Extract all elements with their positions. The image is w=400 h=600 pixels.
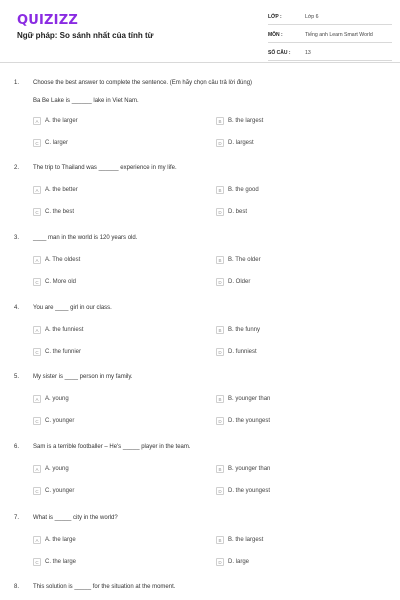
option-text: C. the large: [45, 559, 77, 565]
meta-value: Tiếng anh Learn Smart World: [305, 32, 373, 38]
option-letter-box: D: [216, 558, 224, 566]
meta-label: MÔN :: [268, 32, 283, 38]
option-text: D. Older: [228, 279, 251, 285]
option-letter-box: D: [216, 278, 224, 286]
answer-option-d[interactable]: [216, 416, 270, 426]
option-letter-box: D: [216, 208, 224, 216]
answer-option-c[interactable]: [33, 207, 74, 217]
answer-option-d[interactable]: [216, 277, 250, 287]
option-text: C. the best: [45, 209, 75, 215]
answer-option-a[interactable]: [33, 535, 76, 545]
answer-option-c[interactable]: [33, 277, 76, 287]
option-letter-box: A: [33, 326, 41, 334]
meta-value: 13: [305, 50, 311, 56]
question-number: 4.: [14, 305, 20, 311]
question-text: This solution is _____ for the situation at the moment.: [33, 584, 176, 590]
option-text: C. larger: [45, 140, 69, 146]
question-text: Choose the best answer to complete the sentence. (Em hãy chọn câu trả lời đúng): [33, 80, 253, 86]
option-letter-box: A: [33, 186, 41, 194]
option-letter-box: C: [33, 139, 41, 147]
option-letter-box: C: [33, 278, 41, 286]
option-text: B. younger than: [228, 396, 271, 402]
answer-option-a[interactable]: [33, 464, 69, 474]
answer-option-b[interactable]: [216, 255, 261, 265]
option-letter-box: D: [216, 487, 224, 495]
option-letter-box: A: [33, 117, 41, 125]
option-letter-box: B: [216, 256, 224, 264]
option-text: D. best: [228, 209, 248, 215]
option-text: B. the good: [228, 187, 259, 193]
question-number: 8.: [14, 584, 20, 590]
answer-option-c[interactable]: [33, 416, 74, 426]
option-text: B. the largest: [228, 537, 264, 543]
option-letter-box: A: [33, 256, 41, 264]
question-number: 1.: [14, 80, 20, 86]
option-text: B. younger than: [228, 466, 271, 472]
answer-option-c[interactable]: [33, 138, 68, 148]
meta-row-class: [268, 10, 392, 25]
answer-option-b[interactable]: [216, 185, 259, 195]
answer-option-d[interactable]: [216, 207, 247, 217]
option-text: C. the funnier: [45, 349, 82, 355]
answer-option-d[interactable]: [216, 138, 254, 148]
option-letter-box: D: [216, 139, 224, 147]
option-text: D. funniest: [228, 349, 257, 355]
option-letter-box: B: [216, 536, 224, 544]
answer-option-b[interactable]: [216, 116, 263, 126]
answer-option-a[interactable]: [33, 255, 80, 265]
option-text: C. younger: [45, 488, 75, 494]
option-letter-box: A: [33, 395, 41, 403]
meta-panel: [268, 10, 392, 64]
answer-option-c[interactable]: [33, 347, 81, 357]
option-letter-box: C: [33, 208, 41, 216]
option-text: D. the youngest: [228, 418, 271, 424]
question-number: 6.: [14, 444, 20, 450]
option-letter-box: B: [216, 395, 224, 403]
option-text: A. The oldest: [45, 257, 81, 263]
question-sentence: Ba Be Lake is ______ lake in Viet Nam.: [33, 98, 139, 104]
question-text: My sister is ____ person in my family.: [33, 374, 133, 380]
worksheet-header: [0, 0, 400, 63]
answer-option-a[interactable]: [33, 325, 83, 335]
option-text: A. young: [45, 466, 69, 472]
question-number: 3.: [14, 235, 20, 241]
option-text: A. young: [45, 396, 69, 402]
option-letter-box: D: [216, 417, 224, 425]
answer-option-d[interactable]: [216, 557, 249, 567]
option-text: A. the large: [45, 537, 76, 543]
option-letter-box: D: [216, 348, 224, 356]
option-letter-box: B: [216, 186, 224, 194]
option-text: A. the funniest: [45, 327, 84, 333]
question-number: 7.: [14, 515, 20, 521]
answer-option-b[interactable]: [216, 325, 260, 335]
option-text: D. largest: [228, 140, 254, 146]
meta-row-count: [268, 46, 392, 61]
question-text: You are ____ girl in our class.: [33, 305, 112, 311]
question-text: ____ man in the world is 120 years old.: [33, 235, 138, 241]
question-text: Sam is a terrible footballer – He's _____ player in the team.: [33, 444, 191, 450]
option-text: D. the youngest: [228, 488, 271, 494]
option-text: B. the largest: [228, 118, 264, 124]
option-text: B. The older: [228, 257, 261, 263]
answer-option-c[interactable]: [33, 557, 76, 567]
answer-option-c[interactable]: [33, 486, 74, 496]
worksheet-title: Ngữ pháp: So sánh nhất của tính từ: [17, 31, 154, 40]
question-number: 2.: [14, 165, 20, 171]
meta-label: SỐ CÂU :: [268, 50, 291, 56]
option-letter-box: C: [33, 558, 41, 566]
meta-label: LỚP :: [268, 14, 282, 20]
option-letter-box: C: [33, 348, 41, 356]
option-text: D. large: [228, 559, 250, 565]
option-letter-box: B: [216, 117, 224, 125]
question-number: 5.: [14, 374, 20, 380]
option-text: C. younger: [45, 418, 75, 424]
answer-option-a[interactable]: [33, 116, 78, 126]
question-text: The trip to Thailand was ______ experience in my life.: [33, 165, 177, 171]
answer-option-a[interactable]: [33, 394, 69, 404]
answer-option-d[interactable]: [216, 347, 257, 357]
answer-option-b[interactable]: [216, 535, 263, 545]
option-text: A. the better: [45, 187, 78, 193]
question-text: What is _____ city in the world?: [33, 515, 118, 521]
option-letter-box: B: [216, 326, 224, 334]
option-text: B. the funny: [228, 327, 261, 333]
meta-row-subject: [268, 28, 392, 43]
option-letter-box: A: [33, 536, 41, 544]
answer-option-d[interactable]: [216, 486, 270, 496]
answer-option-b[interactable]: [216, 394, 270, 404]
answer-option-b[interactable]: [216, 464, 270, 474]
option-text: C. More old: [45, 279, 77, 285]
option-text: A. the larger: [45, 118, 78, 124]
answer-option-a[interactable]: [33, 185, 78, 195]
quizizz-logo: QUIZIZZ: [17, 13, 78, 28]
option-letter-box: B: [216, 465, 224, 473]
option-letter-box: A: [33, 465, 41, 473]
meta-value: Lớp 6: [305, 14, 319, 20]
option-letter-box: C: [33, 417, 41, 425]
option-letter-box: C: [33, 487, 41, 495]
